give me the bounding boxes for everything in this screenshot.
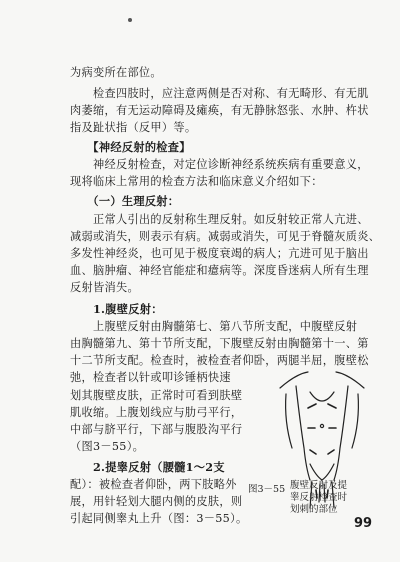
text-line: 上腹壁反射由胸髓第七、第八节所支配，中腹壁反射 [70,320,358,333]
text-line: 肌收缩。上腹划线应与肋弓平行， [70,406,243,419]
section-heading: 【神经反射的检查】 [70,140,191,154]
text-line: 引起同侧睾丸上升（图：3－55）。 [70,512,248,525]
text-line: 配）：被检查者仰卧，两下肢略外 [70,478,237,491]
figure-caption-line: 划刺的部位 [290,504,338,515]
figure-caption-line: 睾反射检查时 [290,492,348,503]
text-line: 现将临床上常用的检查方法和临床意义介绍如下： [70,175,323,188]
text-line: 由胸髓第九、第十节所支配，下腹壁反射由胸髓第十一、第 [70,337,369,350]
text-line: 血、脑肿瘤、神经官能症和癔病等。深度昏迷病人所有生理 [70,264,369,277]
text-line: 减弱或消失，则表示有病。减弱或消失，可见于脊髓灰质炎、 [70,230,381,243]
text-line: 神经反射检查，对定位诊断神经系统疾病有重要意义， [70,158,369,171]
text-line: 中部与脐平行，下部与腹股沟平行 [70,423,243,436]
item-heading: 2.提睾反射（腰髓1～2支 [70,460,225,474]
item-heading: 1.腹壁反射： [70,302,163,316]
text-line: 指及趾状指（反甲）等。 [70,121,197,134]
text-line: 展，用针轻划大腿内侧的皮肤，则 [70,495,243,508]
text-line: 反射皆消失。 [70,281,139,294]
subsection-heading: （一）生理反射： [70,194,180,208]
text-line: 划其腹壁皮肤，正常时可看到肤壁 [70,389,243,402]
text-line: 十二节所支配。检查时，被检查者仰卧，两腿半屈，腹壁松 [70,354,369,367]
figure-caption-line: 腹壁反射及提 [290,480,348,491]
text-line: 为病变所在部位。 [70,66,162,79]
scan-speck [128,18,132,22]
page-number: 99 [354,516,373,531]
text-line: 弛，检查者以针或叩诊锤柄快速 [70,371,231,384]
text-line: （图3－55）。 [70,440,145,453]
text-line: 检查四肢时，应注意两侧是否对称、有无畸形、有无肌 [70,87,369,100]
figure-label: 图3－55 [248,484,286,495]
text-line: 多发性神经炎，也可见于极度衰竭的病人；亢进可见于脑出 [70,247,369,260]
text-line: 正常人引出的反射称生理反射。如反射较正常人亢进、 [70,213,369,226]
text-line: 肉萎缩，有无运动障碍及瘫痪，有无静脉怒张、水肿、杵状 [70,104,369,117]
